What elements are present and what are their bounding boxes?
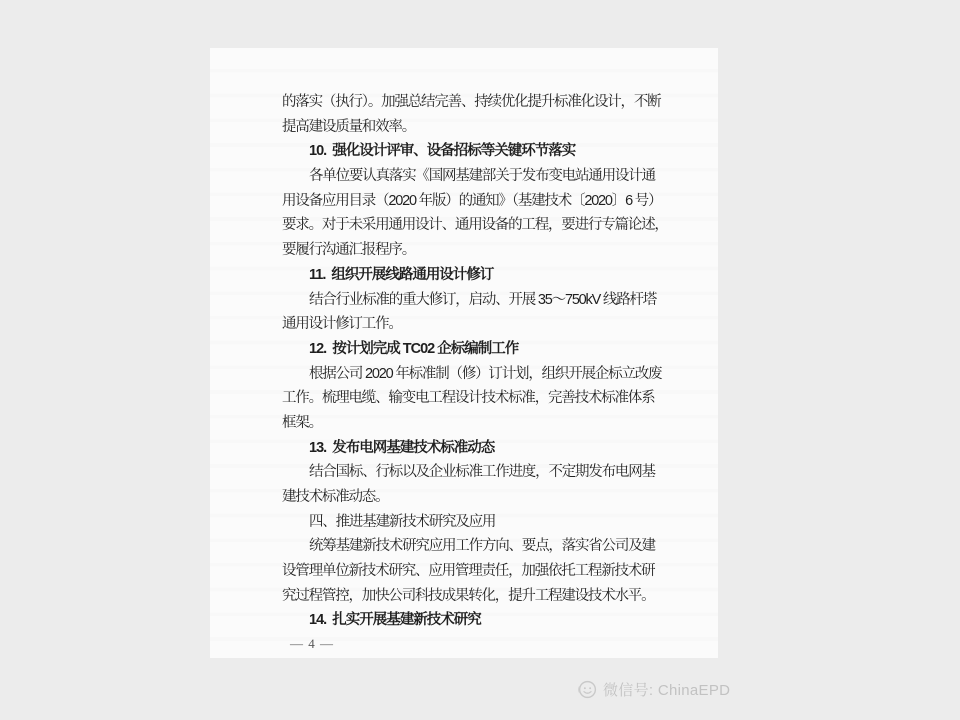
- doc-line: 根据公司 2020 年标准制（修）订计划，组织开展企标立改废: [309, 365, 662, 382]
- document-page: [210, 48, 718, 658]
- section-heading-10: 10. 强化设计评审、设备招标等关键环节落实: [309, 143, 576, 160]
- doc-line: 结合行业标准的重大修订，启动、开展 35～750kV 线路杆塔: [309, 291, 657, 308]
- doc-line: 提高建设质量和效率。: [282, 118, 415, 135]
- section-heading-13: 13. 发布电网基建技术标准动态: [309, 439, 495, 456]
- doc-line: 通用设计修订工作。: [282, 316, 402, 333]
- watermark-label: 微信号: ChinaEPD: [603, 682, 731, 699]
- doc-line: 的落实（执行）。加强总结完善、持续优化提升标准化设计，不断: [282, 94, 661, 110]
- doc-line: 究过程管控，加快公司科技成果转化，提升工程建设技术水平。: [282, 587, 655, 604]
- doc-line: 框架。: [282, 414, 322, 431]
- watermark: [577, 679, 730, 700]
- doc-line: 工作。梳理电缆、输变电工程设计技术标准，完善技术标准体系: [282, 390, 655, 407]
- doc-line: 建技术标准动态。: [282, 489, 389, 505]
- doc-line: 要履行沟通汇报程序。: [282, 242, 415, 259]
- doc-line: 要求。对于未采用通用设计、通用设备的工程，要进行专篇论述，: [282, 217, 668, 234]
- doc-line: 各单位要认真落实《国网基建部关于发布变电站通用设计通: [309, 168, 655, 185]
- document-text-block: [282, 90, 678, 633]
- doc-line: 统筹基建新技术研究应用工作方向、要点，落实省公司及建: [309, 538, 655, 555]
- doc-line: 结合国标、行标以及企业标准工作进度，不定期发布电网基: [309, 464, 655, 481]
- page-number: — 4 —: [290, 636, 334, 651]
- doc-line: 用设备应用目录（2020 年版）的通知》（基建技术〔2020〕6 号）: [282, 192, 662, 209]
- doc-line: 设管理单位新技术研究、应用管理责任，加强依托工程新技术研: [282, 563, 655, 580]
- section-heading-14: 14. 扎实开展基建新技术研究: [309, 612, 481, 629]
- chapter-heading-4: 四、推进基建新技术研究及应用: [309, 513, 496, 530]
- section-heading-11: 11. 组织开展线路通用设计修订: [309, 266, 494, 283]
- section-heading-12: 12. 按计划完成 TC02 企标编制工作: [309, 340, 519, 357]
- wechat-smiley-icon: [577, 679, 598, 700]
